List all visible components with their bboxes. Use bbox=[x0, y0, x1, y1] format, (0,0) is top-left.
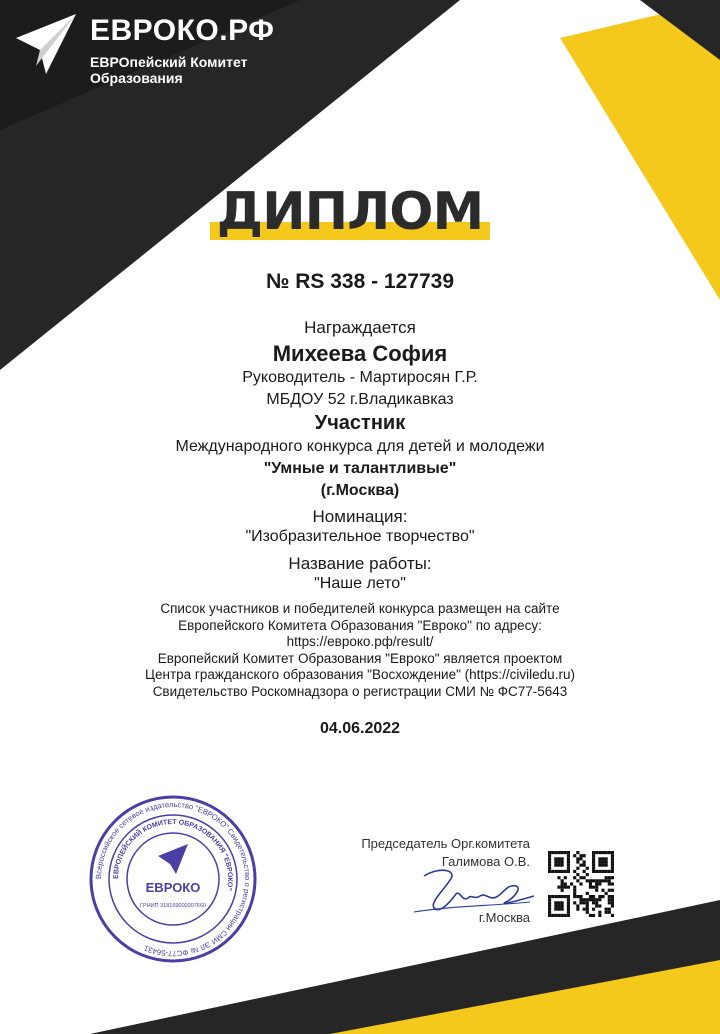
top-right-yellow-shape bbox=[560, 0, 720, 300]
info-line: Европейского Комитета Образования "Евроко" по адресу: bbox=[178, 617, 542, 633]
diploma-title bbox=[200, 182, 500, 246]
diploma-date: 04.06.2022 bbox=[319, 720, 401, 737]
city: г.Москва bbox=[478, 910, 530, 925]
stamp-outer-text: Всероссийское сетевое издательство "ЕВРОКО" Свидетельство о регистрации СМИ ЭЛ № ФС77-56431 bbox=[93, 799, 253, 959]
evroko-logo bbox=[10, 8, 310, 88]
info-line: Свидетельство Роскомнадзора о регистрации СМИ № ФС77-5643 bbox=[152, 683, 568, 699]
stamp-center-text: ЕВРОКО bbox=[145, 880, 201, 895]
diploma-number: № RS 338 - 127739 bbox=[265, 270, 455, 293]
contest-city: (г.Москва) bbox=[320, 482, 400, 499]
contest-name: "Умные и талантливые" bbox=[263, 460, 457, 477]
logo-subtitle: ЕВРОпейский Комитет Образования bbox=[90, 54, 248, 86]
awarded-label: Награждается bbox=[304, 318, 416, 337]
work-label: Название работы: bbox=[288, 554, 432, 573]
paper-plane-logo-icon bbox=[10, 8, 82, 80]
recipient-name: Михеева София bbox=[272, 341, 448, 366]
stamp-inner-text: ЕВРОПЕЙСКИЙ КОМИТЕТ ОБРАЗОВАНИЯ "ЕВРОКО" bbox=[112, 818, 234, 892]
work-title: "Наше лето" bbox=[314, 575, 406, 592]
chair-title: Председатель Орг.комитета bbox=[361, 836, 530, 851]
info-line: Список участников и победителей конкурса размещен на сайте bbox=[160, 601, 560, 616]
nomination-label: Номинация: bbox=[312, 507, 408, 526]
chair-name: Галимова О.В. bbox=[441, 854, 530, 869]
supervisor: Руководитель - Мартиросян Г.Р. bbox=[242, 369, 478, 386]
official-stamp bbox=[88, 794, 258, 964]
diploma-title-text: ДИПЛОМ bbox=[216, 182, 484, 242]
nomination-value: "Изобразительное творчество" bbox=[245, 528, 475, 545]
info-line: Центра гражданского образования "Восхождение" (https://civiledu.ru) bbox=[145, 667, 575, 682]
qr-code[interactable] bbox=[545, 848, 617, 920]
signature-block bbox=[300, 836, 530, 926]
info-link[interactable]: https://евроко.рф/result/ bbox=[286, 634, 434, 649]
status: Участник bbox=[314, 412, 406, 434]
organization: МБДОУ 52 г.Владикавказ bbox=[266, 391, 454, 408]
stamp-grnip: ГРНИП 318169000007660 bbox=[140, 903, 206, 909]
info-block bbox=[0, 601, 720, 700]
logo-title: ЕВРОКО.РФ bbox=[90, 14, 275, 47]
stamp-logo-icon bbox=[158, 844, 188, 874]
info-line: Европейский Комитет Образования "Евроко" является проектом bbox=[157, 650, 563, 666]
contest-line-1: Международного конкурса для детей и молодежи bbox=[175, 438, 545, 455]
qr-code-icon bbox=[548, 851, 614, 917]
